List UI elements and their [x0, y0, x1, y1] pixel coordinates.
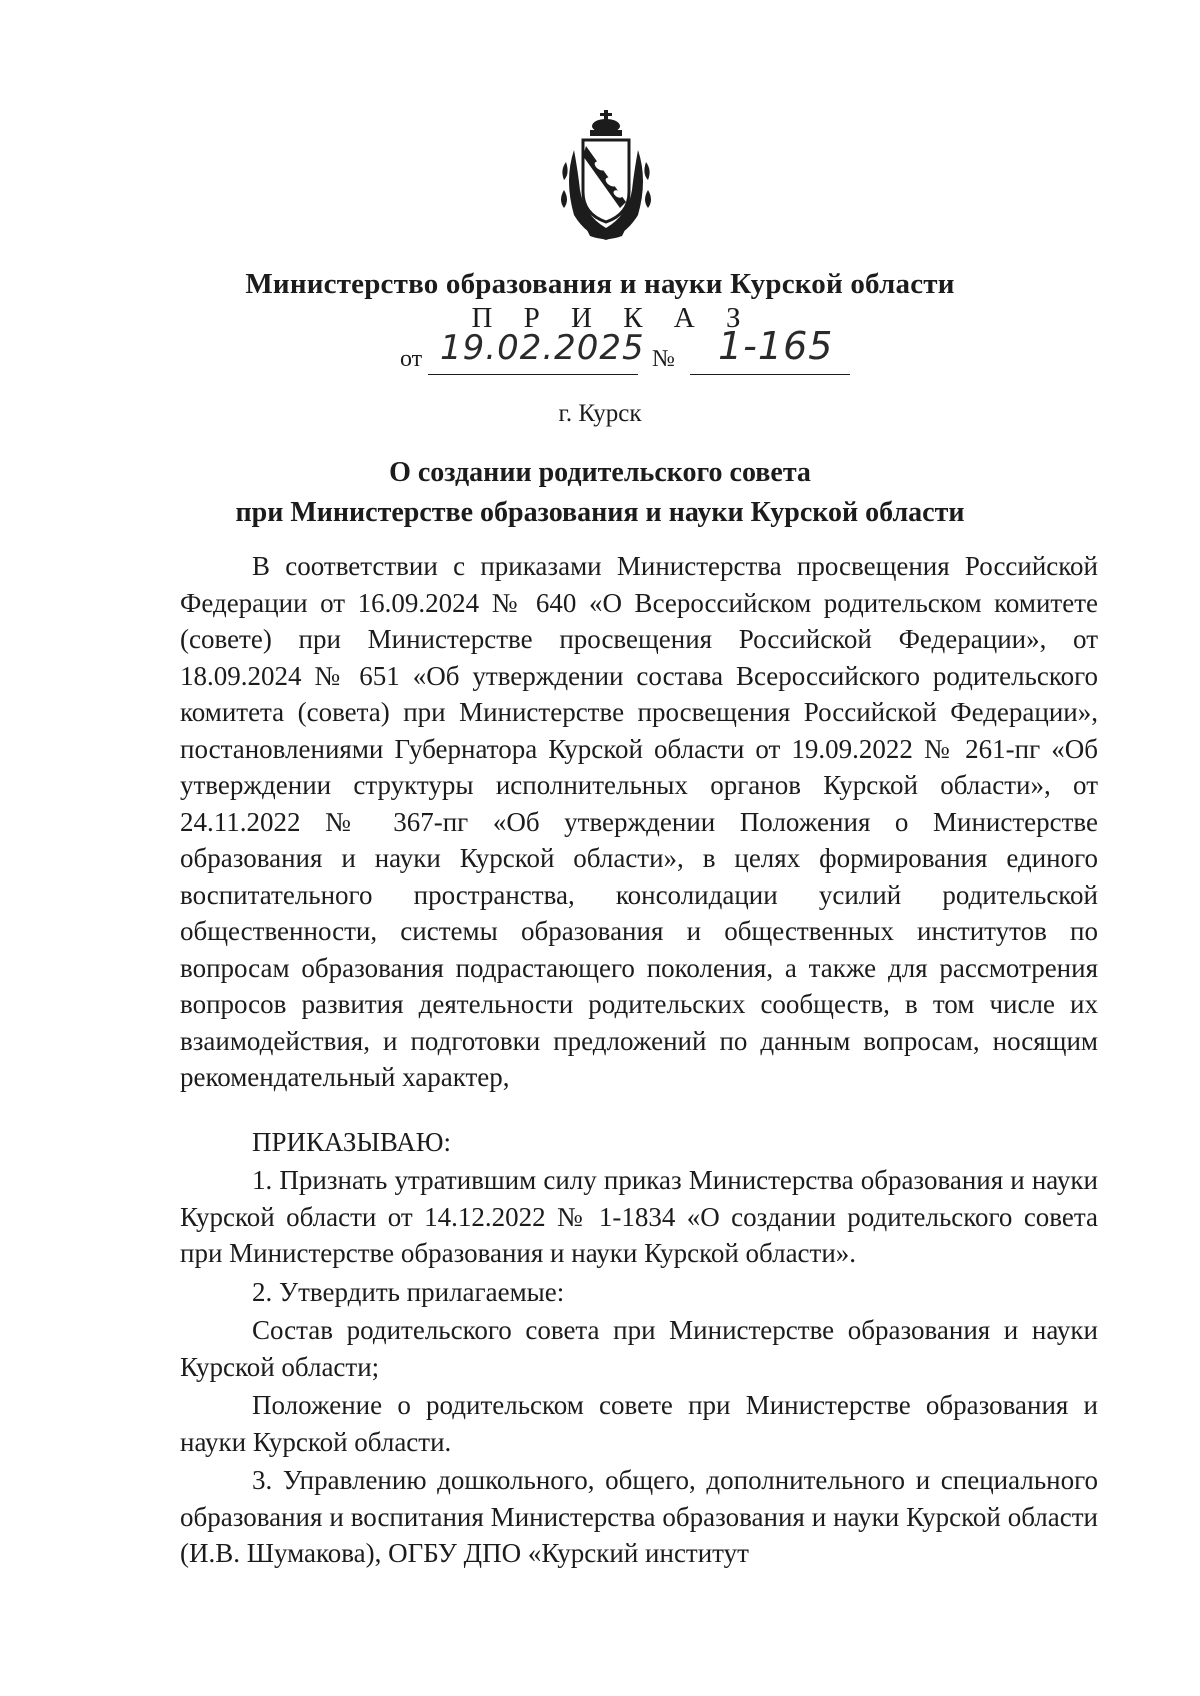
preamble-paragraph: В соответствии с приказами Министерства просвещения Российской Федерации от 16.09.2024 № 640 «О Всероссийском родительском комитете (совете) при Министерстве просвещения Российской Федерации», от 18.09.2024 № 651 «Об утверждении состава Всероссийского родительского комитета (совета) при Министерстве просвещения Российской Федерации», постановлениями Губернатора Курской области от 19.09.2022 № 261-пг «Об утверждении структуры исполнительных органов Курской области», от 24.11.2022 № 367-пг «Об утверждении Положения о Министерстве образования и науки Курской области», в целях формирования единого воспитательного пространства, консолидации усилий родительской общественности, системы образования и общественных институтов по вопросам образования подрастающего поколения, а также для рассмотрения вопросов развития деятельности родительских сообществ, в том числе их взаимодействия, и подготовки предложений по данным вопросам, носящим рекомендательный характер,	[180, 551, 1098, 1092]
ministry-name: Министерство образования и науки Курской области	[245, 268, 955, 300]
city: г. Курск	[558, 400, 642, 427]
title-line-2: при Министерстве образования и науки Курской области	[235, 497, 965, 528]
item-1: 1. Признать утратившим силу приказ Министерства образования и науки Курской области от 14.12.2022 № 1-1834 «О создании родительского совета при Министерстве образования и науки Курской области».	[180, 1165, 1098, 1268]
item-2: 2. Утвердить прилагаемые:	[252, 1276, 565, 1307]
document-title	[150, 453, 1050, 533]
item-2a: Состав родительского совета при Министерстве образования и науки Курской области;	[180, 1315, 1098, 1382]
order-word: ПРИКАЗЫВАЮ:	[252, 1126, 451, 1157]
date-number-line	[0, 324, 1200, 380]
item-3: 3. Управлению дошкольного, общего, дополнительного и специального образования и воспитания Министерства образования и науки Курской области (И.В. Шумакова), ОГБУ ДПО «Курский институт	[180, 1465, 1098, 1568]
date-underline	[428, 374, 638, 375]
document-type: П Р И К А З	[471, 302, 753, 334]
handwritten-number: 1-165	[718, 324, 834, 368]
document-body	[180, 548, 1098, 1572]
date-prefix: от	[400, 346, 423, 372]
number-underline	[690, 374, 850, 375]
title-line-1: О создании родительского совета	[389, 457, 811, 488]
coat-of-arms-icon	[556, 110, 656, 245]
handwritten-date: 19.02.2025	[440, 328, 645, 368]
item-2b: Положение о родительском совете при Министерстве образования и науки Курской области.	[180, 1390, 1098, 1457]
number-prefix: №	[652, 346, 675, 372]
